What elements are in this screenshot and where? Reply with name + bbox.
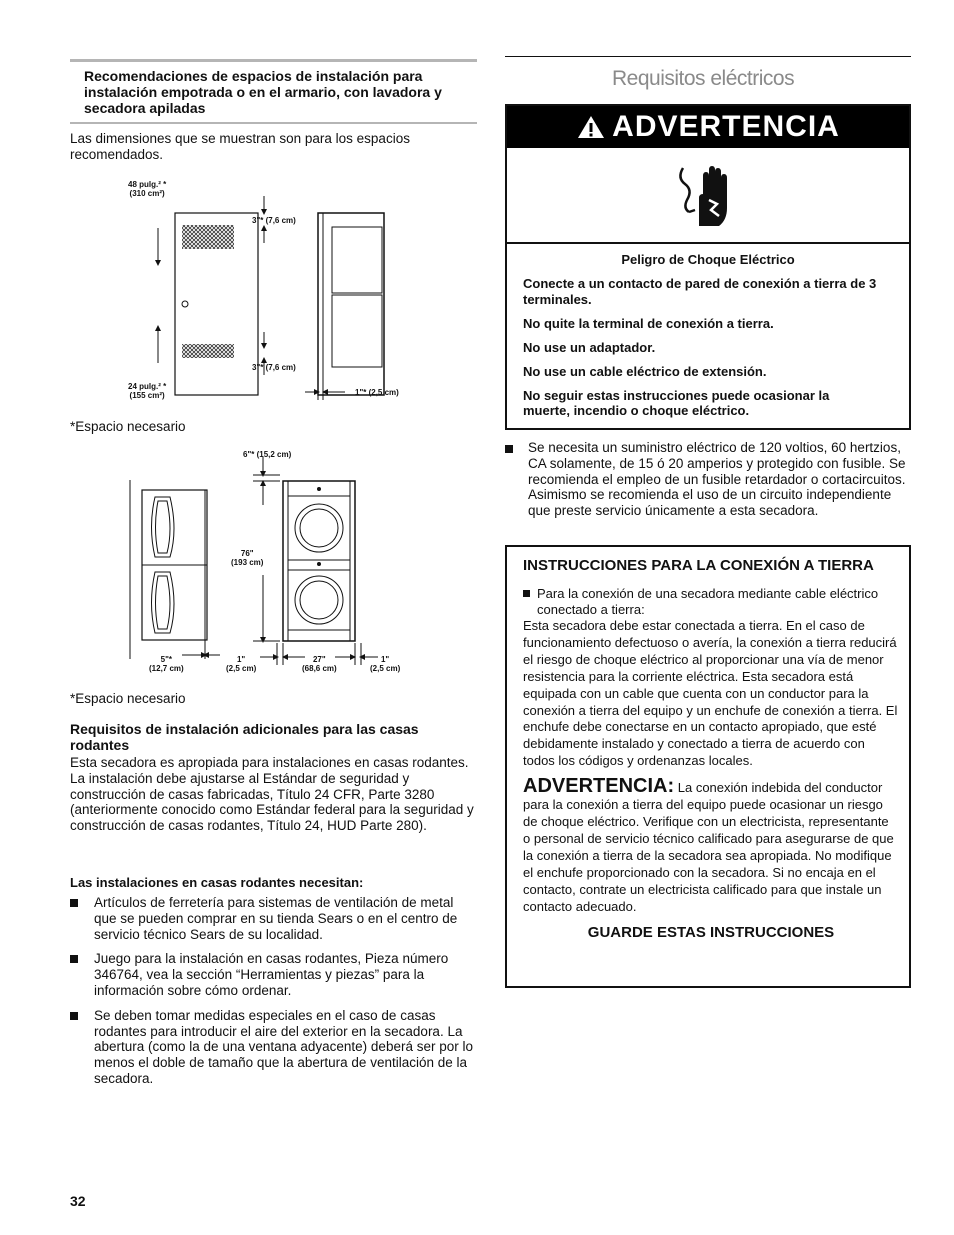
warning-triangle-icon (576, 114, 606, 140)
warning-line: No use un adaptador. (523, 339, 656, 355)
grounding-warning: ADVERTENCIA: La conexión indebida del conductor para la conexión a tierra del equipo puede ocasionar un riesgo de choque eléctrico. Verifique con un electricista, representante o personal de servicio técnico calificado para asegurarse de que la conexión a tierra de la secadora sea apropiada. No modifique el enchufe proporcionado con la secadora. Si no encaja en el contacto, contrate un electricista calificado para que instale un contacto adecuado. (523, 775, 894, 914)
grounding-body: Esta secadora debe estar conectada a tierra. En el caso de funcionamiento defectuoso o avería, la conexión a tierra reducirá el riesgo de choque eléctrico al proporcionar una vía de menor resistencia para la corriente eléctrica. Esta secadora está equipada con un cable que cuenta con un conductor para la conexión a tierra del equipo y un enchufe de conexión a tierra. El enchufe debe conectarse en un contacto apropiado, que esté debidamente instalado y conectado a tierra de acuerdo con todos los códigos y ordenanzas locales. (523, 618, 898, 769)
side-gap-label: 1"* (2,5 cm) (355, 388, 399, 397)
top-gap-label-2: 6"* (15,2 cm) (243, 450, 292, 459)
side-gap-label-b: 1" (2,5 cm) (370, 655, 401, 673)
width-label: 27" (68,6 cm) (302, 655, 337, 673)
needs-heading: Las instalaciones en casas rodantes necesitan: (70, 875, 364, 890)
bottom-vent-label: 24 pulg.² * (155 cm²) (128, 382, 167, 400)
grounding-heading: INSTRUCCIONES PARA LA CONEXIÓN A TIERRA (523, 557, 874, 574)
list-item: Artículos de ferretería para sistemas de ventilación de metal que se pueden comprar en su tienda Sears o en el centro de servicio técnico Sears de su localidad. (70, 895, 478, 942)
page-number: 32 (70, 1193, 86, 1209)
top-gap-label: 3"* (7,6 cm) (252, 216, 296, 225)
grounding-warning-label: ADVERTENCIA: (523, 775, 675, 798)
warning-line: No seguir estas instrucciones puede ocasionar la muerte, incendio o choque eléctrico. (523, 387, 830, 418)
height-label: 76" (193 cm) (231, 549, 264, 567)
note-1: *Espacio necesario (70, 419, 186, 434)
mobile-heading: Requisitos de instalación adicionales para las casas rodantes (70, 721, 419, 753)
column-rule (505, 56, 911, 57)
warning-line: Conecte a un contacto de pared de conexión a tierra de 3 terminales. (523, 276, 877, 307)
warning-line-heading: Peligro de Choque Eléctrico (621, 252, 795, 267)
top-vent-label: 48 pulg.² * (310 cm²) (128, 180, 167, 198)
section-heading: Recomendaciones de espacios de instalación para instalación empotrada o en el armario, con lavadora y secadora apiladas (70, 59, 477, 124)
mobile-text: Esta secadora es apropiada para instalaciones en casas rodantes. La instalación debe ajustarse al Estándar de seguridad y construcción de casas fabricadas, Título 24 CFR, Parte 3280 (anteriormente conocido como Estándar federal para la seguridad y construcción de casas rodantes, Título 24, HUD Parte 280). (70, 755, 474, 834)
page-title: Requisitos eléctricos (612, 67, 795, 90)
save-instructions: GUARDE ESTAS INSTRUCCIONES (587, 924, 835, 942)
intro-text: Las dimensiones que se muestran son para los espacios recomendados. (70, 131, 410, 162)
electric-shock-hand-icon (673, 160, 743, 230)
bottom-gap-label: 3"* (7,6 cm) (252, 363, 296, 372)
left-gap-label: 5"* (12,7 cm) (149, 655, 184, 673)
warning-title: ADVERTENCIA (507, 106, 909, 148)
supply-item (505, 440, 911, 519)
bullet-icon (523, 590, 530, 597)
list-item: Juego para la instalación en casas rodantes, Pieza número 346764, vea la sección “Herramientas y piezas” para la información sobre cómo ordenar. (70, 951, 478, 998)
bullet-icon (505, 445, 513, 453)
list-item: Se deben tomar medidas especiales en el caso de casas rodantes para introducir el aire del exterior en la secadora. La abertura (como la de una ventana adyacente) deberá ser por lo menos el doble de tamaño que la abertura de ventilación de la secadora. (70, 1008, 478, 1087)
grounding-bullet: Para la conexión de una secadora mediante cable eléctrico conectado a tierra: (537, 586, 879, 617)
warning-line: No quite la terminal de conexión a tierra. (523, 315, 774, 331)
supply-text: Se necesita un suministro eléctrico de 120 voltios, 60 hertzios, CA solamente, de 15 ó 20 amperios y protegido con fusible. Se recomienda el empleo de un fusible retardador o cortacircuitos. Asimismo se recomienda el uso de un circuito independiente que preste servicio únicamente a esta secadora. (528, 440, 906, 519)
side-gap-label-a: 1" (2,5 cm) (226, 655, 257, 673)
note-2: *Espacio necesario (70, 691, 186, 706)
grounding-box (505, 545, 911, 988)
closet-diagram (120, 170, 420, 410)
stacked-diagram (120, 445, 420, 680)
needs-list (70, 895, 478, 1096)
warning-box (505, 104, 911, 430)
warning-line: No use un cable eléctrico de extensión. (523, 363, 767, 379)
